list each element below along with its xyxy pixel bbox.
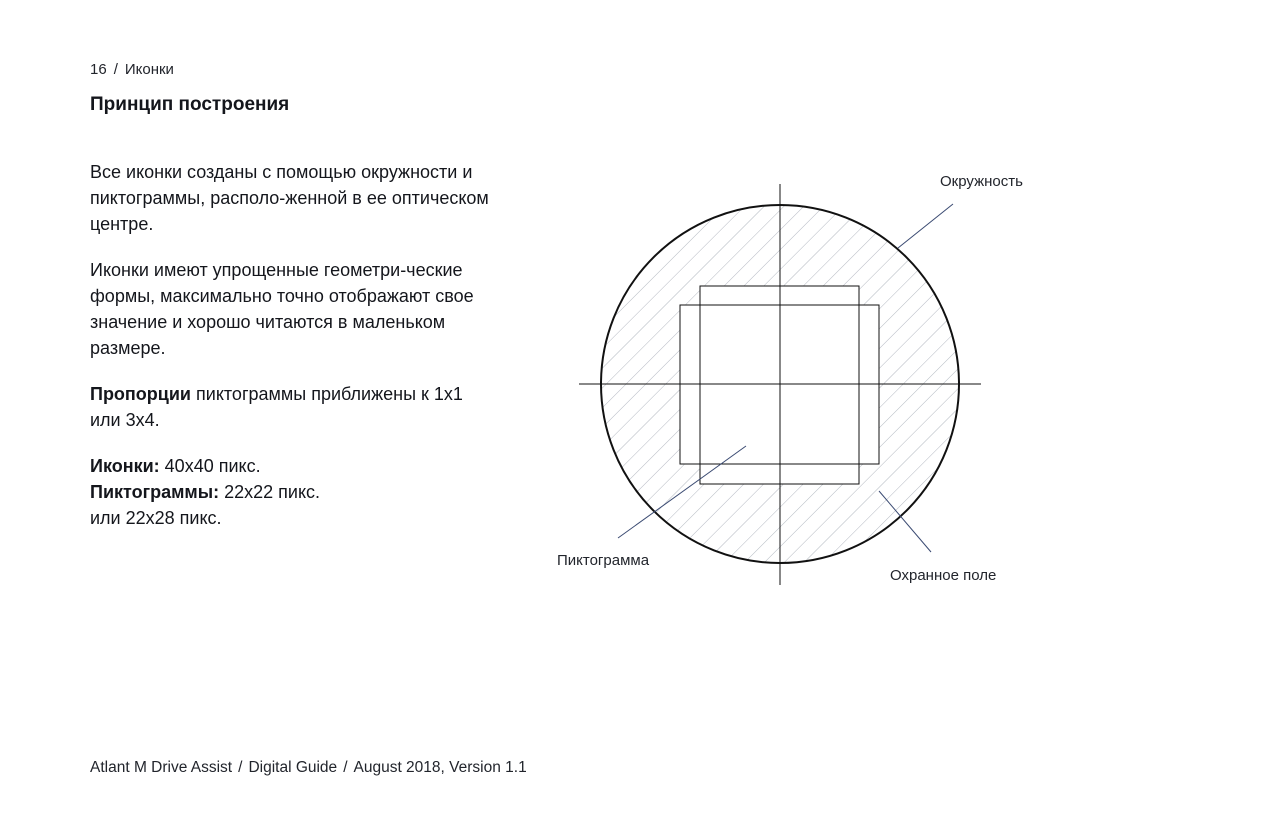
circle-leader-line — [898, 204, 953, 248]
pictograms-size-label: Пиктограммы: — [90, 482, 220, 502]
paragraph-construction: Все иконки созданы с помощью окружности и пиктограммы, располо-женной в ее оптическом центре. — [90, 162, 489, 234]
footer-product: Atlant M Drive Assist — [90, 759, 233, 776]
footer-document: Digital Guide — [248, 759, 338, 776]
proportions-text: пиктограммы приближены к 1x1 или 3x4. — [90, 384, 463, 430]
pictograms-size-value: 22x22 пикс. — [224, 482, 321, 502]
paragraph-sizes — [90, 453, 490, 531]
proportions-label: Пропорции — [90, 384, 191, 404]
footer-edition: August 2018, Version 1.1 — [353, 759, 527, 776]
footer-separator: / — [238, 759, 243, 776]
page-title: Принцип построения — [90, 94, 290, 115]
paragraph-proportions — [90, 381, 490, 433]
icons-size-value: 40x40 пикс. — [164, 456, 261, 476]
icons-size-label: Иконки: — [90, 456, 160, 476]
breadcrumb-separator: / — [113, 61, 118, 78]
pictograms-alt-size: или 22x28 пикс. — [90, 508, 222, 528]
breadcrumb — [90, 61, 174, 78]
page-number: 16 — [90, 61, 107, 78]
footer — [90, 759, 527, 777]
section-name: Иконки — [124, 61, 174, 78]
construction-diagram-svg — [540, 160, 1060, 600]
circle-label: Окружность — [940, 173, 1023, 190]
paragraph-geometry: Иконки имеют упрощенные геометри-ческие формы, максимально точно отображают свое значение и хорошо читаются в маленьком размере. — [90, 260, 474, 358]
safe-zone-label: Охранное поле — [890, 567, 997, 584]
body-text — [90, 159, 490, 551]
icon-construction-diagram — [540, 160, 1060, 605]
pictogram-label: Пиктограмма — [557, 552, 650, 569]
footer-separator: / — [343, 759, 348, 776]
